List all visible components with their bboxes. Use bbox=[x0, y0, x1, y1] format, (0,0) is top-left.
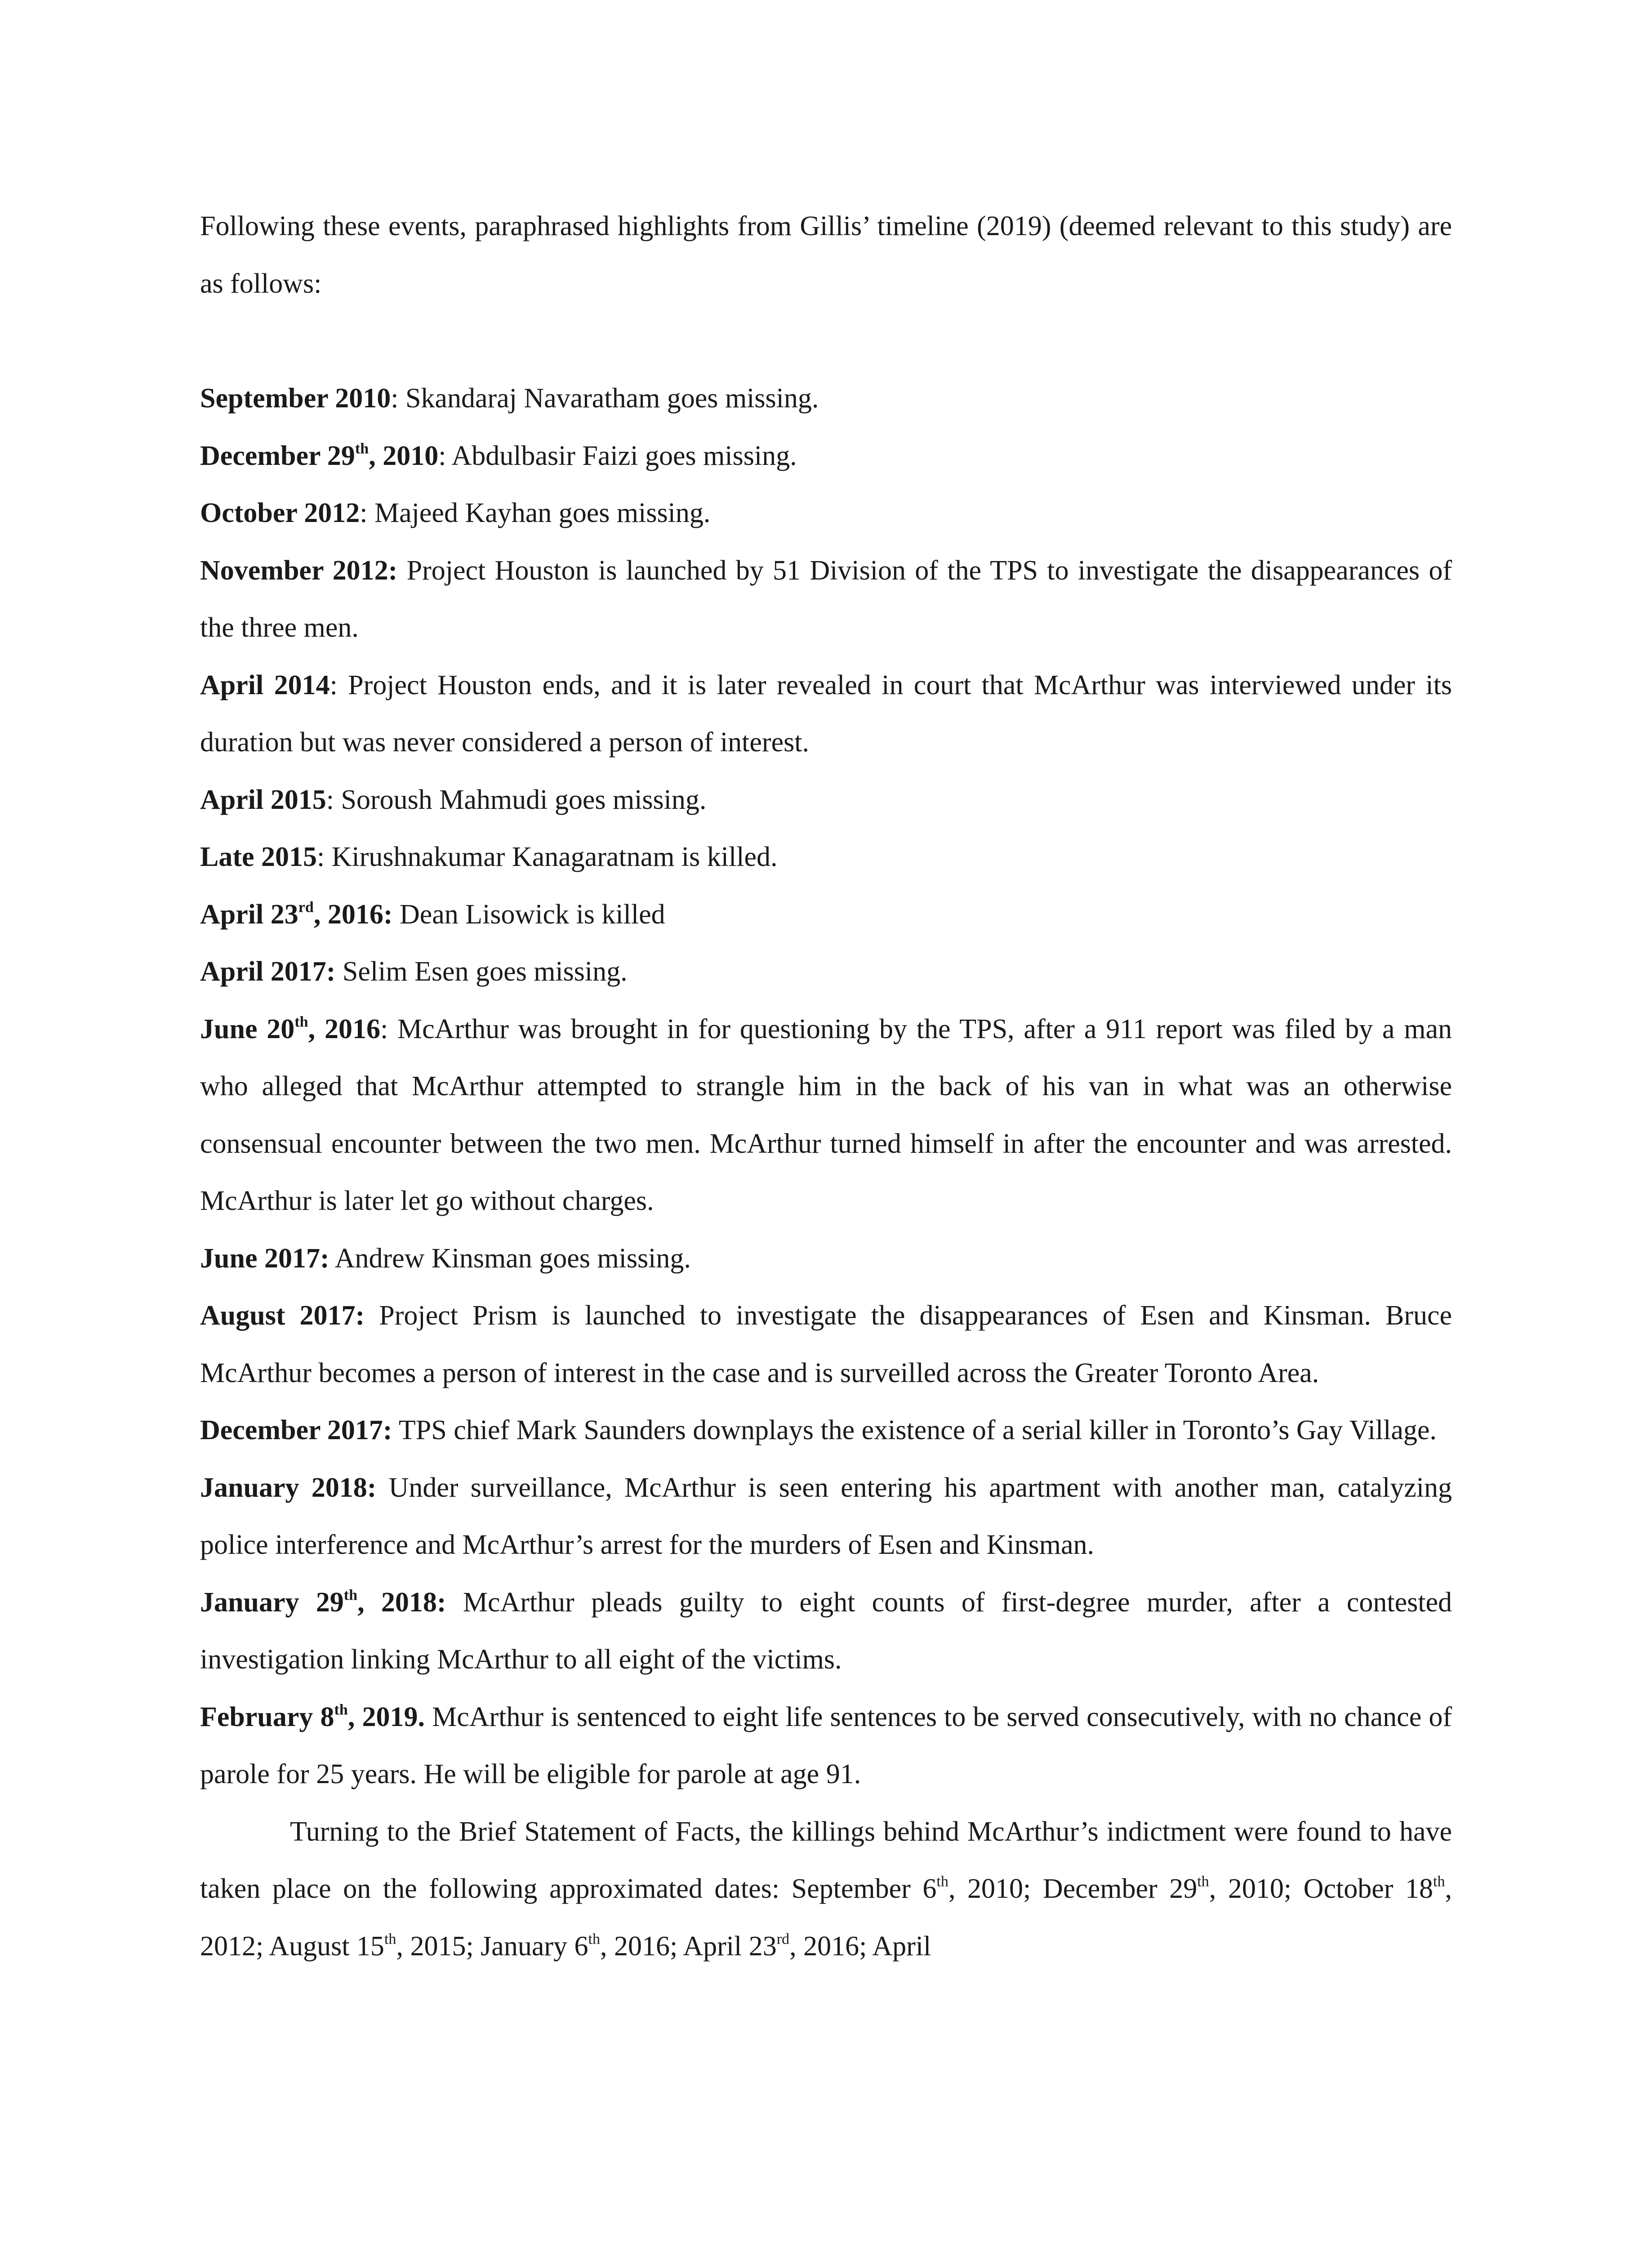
timeline-date bbox=[200, 785, 326, 815]
closing-paragraph bbox=[200, 1803, 1452, 1976]
timeline-date-text: January 2018: bbox=[200, 1472, 377, 1503]
closing-text: , 2016; April 23 bbox=[600, 1931, 777, 1962]
timeline-description: Project Houston ends, and it is later revealed in court that McArthur was interviewed under its duration but was never considered a person of interest. bbox=[200, 669, 1452, 758]
timeline-date bbox=[200, 555, 397, 586]
timeline-date-year: , 2010 bbox=[369, 440, 439, 471]
timeline-entry bbox=[200, 1287, 1452, 1402]
closing-text: , 2010; October 18 bbox=[1209, 1873, 1433, 1904]
timeline-entry bbox=[200, 1574, 1452, 1689]
timeline-separator: : bbox=[326, 784, 334, 815]
ordinal-suffix: th bbox=[1433, 1873, 1445, 1890]
timeline-date-text: June 20 bbox=[200, 1013, 295, 1044]
timeline-description: Skandaraj Navaratham goes missing. bbox=[398, 383, 819, 414]
timeline-date-text: June 2017: bbox=[200, 1243, 330, 1274]
timeline-entry bbox=[200, 370, 1452, 428]
ordinal-suffix: rd bbox=[298, 898, 314, 915]
timeline-date bbox=[200, 1472, 376, 1503]
timeline-entry bbox=[200, 772, 1452, 829]
timeline-description: Kirushnakumar Kanagaratnam is killed. bbox=[325, 842, 778, 872]
timeline-separator: : bbox=[330, 669, 338, 700]
timeline-description: McArthur is sentenced to eight life sentences to be served consecutively, with no chance of parole for 25 years. He will be eligible for parole at age 91. bbox=[200, 1701, 1452, 1789]
timeline-date bbox=[200, 1587, 446, 1618]
timeline-entry bbox=[200, 829, 1452, 886]
timeline-description: Andrew Kinsman goes missing. bbox=[329, 1243, 691, 1274]
timeline-date bbox=[200, 899, 392, 930]
closing-text: , 2015; January 6 bbox=[396, 1931, 588, 1962]
timeline-description: Dean Lisowick is killed bbox=[392, 899, 665, 930]
timeline-date-year: , 2018: bbox=[357, 1587, 446, 1618]
intro-paragraph: Following these events, paraphrased highlights from Gillis’ timeline (2019) (deemed relevant to this study) are as follows: bbox=[200, 211, 1452, 299]
timeline-separator: : bbox=[380, 1013, 388, 1044]
ordinal-suffix: th bbox=[334, 1701, 348, 1718]
timeline-date-text: April 23 bbox=[200, 899, 298, 930]
timeline-date bbox=[200, 670, 330, 700]
document-page bbox=[200, 198, 1452, 1975]
timeline-description: Majeed Kayhan goes missing. bbox=[367, 498, 711, 528]
timeline-date-text: September 2010 bbox=[200, 383, 391, 414]
timeline-date bbox=[200, 1300, 365, 1331]
timeline-date bbox=[200, 498, 360, 528]
timeline-separator: : bbox=[438, 440, 446, 471]
timeline-list bbox=[200, 370, 1452, 1803]
ordinal-suffix: th bbox=[355, 440, 369, 457]
ordinal-suffix: th bbox=[343, 1586, 358, 1603]
timeline-separator: : bbox=[360, 498, 368, 528]
timeline-date-text: Late 2015 bbox=[200, 842, 317, 872]
ordinal-suffix: th bbox=[936, 1873, 948, 1890]
timeline-entry bbox=[200, 1459, 1452, 1574]
timeline-separator: : bbox=[391, 383, 399, 414]
closing-text: , 2010; December 29 bbox=[948, 1873, 1198, 1904]
timeline-description: TPS chief Mark Saunders downplays the existence of a serial killer in Toronto’s Gay Village. bbox=[392, 1415, 1437, 1445]
timeline-date-text: December 29 bbox=[200, 440, 355, 471]
timeline-date-text: April 2014 bbox=[200, 669, 330, 700]
timeline-entry bbox=[200, 1230, 1452, 1288]
timeline-entry bbox=[200, 1001, 1452, 1230]
timeline-date-text: December 2017: bbox=[200, 1415, 392, 1445]
timeline-date-year: , 2016: bbox=[313, 899, 393, 930]
closing-text: , 2016; April bbox=[789, 1931, 931, 1962]
timeline-description: Under surveillance, McArthur is seen entering his apartment with another man, catalyzing police interference and McArthur’s arrest for the murders of Esen and Kinsman. bbox=[200, 1472, 1452, 1560]
timeline-entry bbox=[200, 886, 1452, 944]
ordinal-suffix: th bbox=[384, 1930, 396, 1947]
timeline-date bbox=[200, 441, 438, 471]
timeline-date bbox=[200, 842, 317, 872]
timeline-date-text: October 2012 bbox=[200, 498, 360, 528]
timeline-entry bbox=[200, 428, 1452, 485]
timeline-date-text: April 2015 bbox=[200, 784, 326, 815]
timeline-description: Soroush Mahmudi goes missing. bbox=[334, 784, 707, 815]
closing-text: Turning to the Brief Statement of Facts, the killings behind McArthur’s indictment were found to have taken place on the following approximated dates: September 6 bbox=[200, 1816, 1452, 1904]
timeline-entry bbox=[200, 1689, 1452, 1803]
ordinal-suffix: rd bbox=[776, 1930, 790, 1947]
timeline-date-text: January 29 bbox=[200, 1587, 344, 1618]
timeline-description: McArthur was brought in for questioning by the TPS, after a 911 report was filed by a man who alleged that McArthur attempted to strangle him in the back of his van in what was an otherwise consensual encounter between the two men. McArthur turned himself in after the encounter and was arrested. McArthur is later let go without charges. bbox=[200, 1013, 1452, 1216]
timeline-date bbox=[200, 1014, 380, 1044]
timeline-entry bbox=[200, 542, 1452, 657]
timeline-date-text: August 2017: bbox=[200, 1300, 365, 1331]
timeline-description: Project Houston is launched by 51 Division of the TPS to investigate the disappearances of the three men. bbox=[200, 555, 1452, 643]
timeline-description: McArthur pleads guilty to eight counts of first-degree murder, after a contested investigation linking McArthur to all eight of the victims. bbox=[200, 1587, 1452, 1675]
timeline-date bbox=[200, 956, 335, 987]
ordinal-suffix: th bbox=[1197, 1873, 1209, 1890]
ordinal-suffix: th bbox=[588, 1930, 601, 1947]
timeline-entry bbox=[200, 943, 1452, 1001]
timeline-entry bbox=[200, 485, 1452, 542]
timeline-description: Abdulbasir Faizi goes missing. bbox=[446, 440, 797, 471]
timeline-date bbox=[200, 1243, 330, 1274]
closing-text: , 2012; August 15 bbox=[200, 1873, 1452, 1962]
timeline-date-year: , 2019. bbox=[347, 1701, 425, 1732]
timeline-entry bbox=[200, 1402, 1452, 1459]
ordinal-suffix: th bbox=[294, 1013, 308, 1030]
timeline-date-text: November 2012: bbox=[200, 555, 398, 586]
timeline-date-text: February 8 bbox=[200, 1701, 334, 1732]
timeline-entry bbox=[200, 657, 1452, 772]
timeline-description: Project Prism is launched to investigate the disappearances of Esen and Kinsman. Bruce McArthur becomes a person of interest in the case and is surveilled across the Greater Toronto Area. bbox=[200, 1300, 1452, 1388]
timeline-date-text: April 2017: bbox=[200, 956, 336, 987]
paragraph-spacer bbox=[200, 312, 1452, 370]
timeline-date bbox=[200, 383, 391, 414]
timeline-date bbox=[200, 1702, 425, 1732]
timeline-separator: : bbox=[317, 842, 325, 872]
timeline-date bbox=[200, 1415, 392, 1445]
timeline-date-year: , 2016 bbox=[308, 1013, 380, 1044]
timeline-description: Selim Esen goes missing. bbox=[335, 956, 628, 987]
